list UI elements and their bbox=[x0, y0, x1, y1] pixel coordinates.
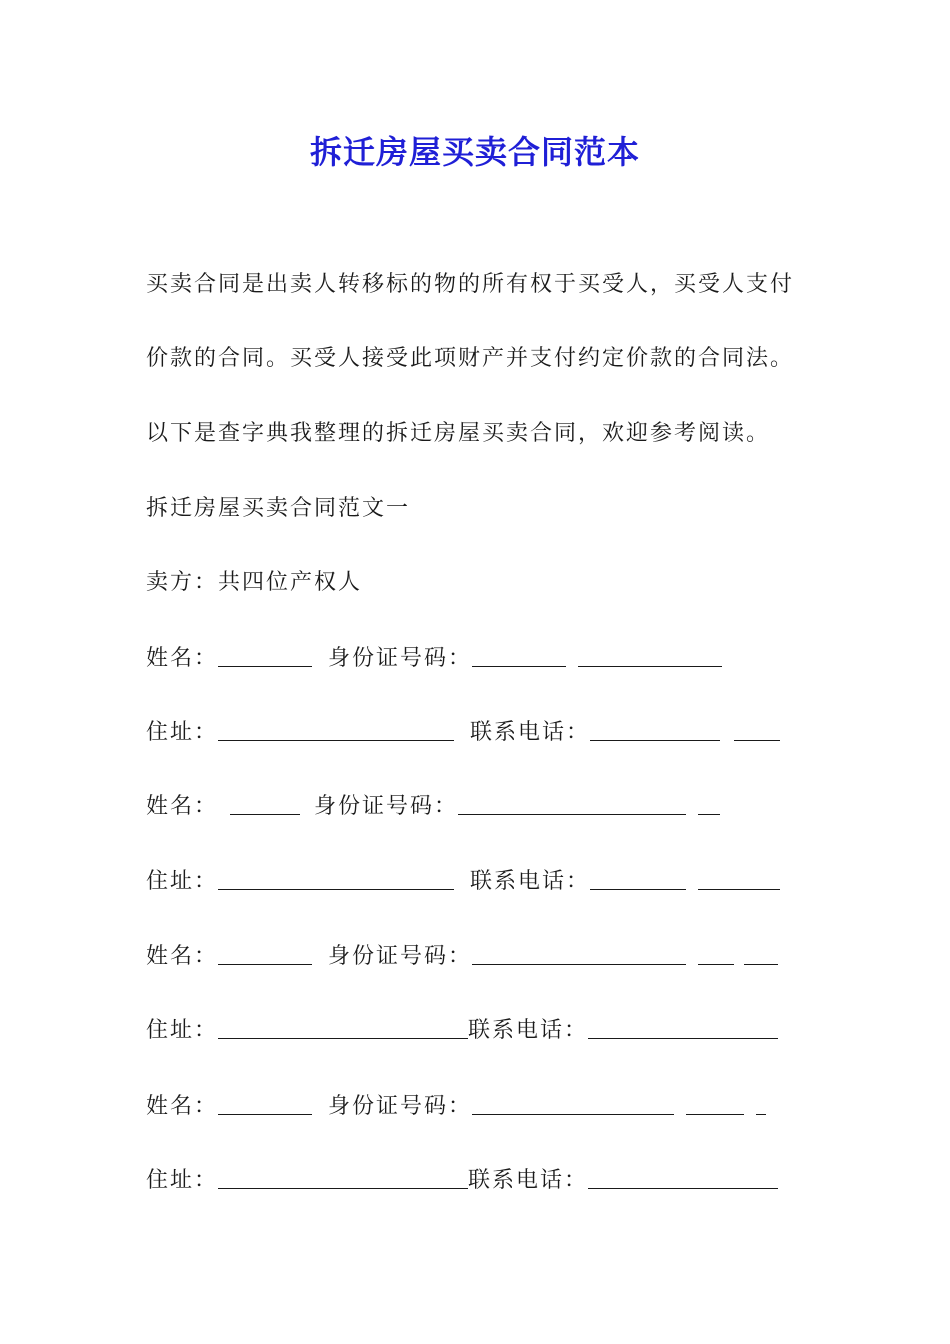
address-label: 住址： bbox=[146, 720, 219, 745]
id-number-blank bbox=[698, 944, 734, 965]
name-label: 姓名： bbox=[146, 1094, 219, 1119]
id-number-label: 身份证号码： bbox=[328, 1094, 473, 1119]
section-title: 拆迁房屋买卖合同范文一 bbox=[146, 496, 411, 521]
name-blank bbox=[230, 794, 300, 815]
phone-label: 联系电话： bbox=[468, 1168, 589, 1193]
phone-blank bbox=[588, 1168, 778, 1189]
owner-3-name-row bbox=[146, 942, 778, 972]
phone-label: 联系电话： bbox=[470, 720, 591, 745]
address-blank bbox=[218, 1018, 468, 1039]
name-blank bbox=[218, 646, 312, 667]
id-number-blank bbox=[686, 1094, 744, 1115]
address-label: 住址： bbox=[146, 1018, 219, 1043]
address-label: 住址： bbox=[146, 869, 219, 894]
seller-line: 卖方：共四位产权人 bbox=[146, 570, 363, 595]
id-number-blank bbox=[472, 1094, 674, 1115]
id-number-label: 身份证号码： bbox=[314, 794, 459, 819]
id-number-blank bbox=[744, 944, 778, 965]
owner-4-name-row bbox=[146, 1092, 766, 1122]
owner-3-address-row bbox=[146, 1016, 778, 1046]
document-title: 拆迁房屋买卖合同范本 bbox=[309, 133, 640, 171]
owner-4-address-row bbox=[146, 1166, 778, 1196]
address-blank bbox=[218, 869, 454, 890]
owner-2-name-row bbox=[146, 792, 720, 822]
phone-blank bbox=[734, 720, 780, 741]
name-blank bbox=[218, 1094, 312, 1115]
name-label: 姓名： bbox=[146, 794, 219, 819]
phone-blank bbox=[590, 720, 720, 741]
id-number-label: 身份证号码： bbox=[328, 944, 473, 969]
phone-label: 联系电话： bbox=[468, 1018, 589, 1043]
owner-1-name-row bbox=[146, 644, 722, 674]
id-number-blank bbox=[578, 646, 722, 667]
phone-blank bbox=[590, 869, 686, 890]
phone-blank bbox=[698, 869, 780, 890]
phone-blank bbox=[588, 1018, 778, 1039]
owner-1-address-row bbox=[146, 718, 780, 748]
id-number-label: 身份证号码： bbox=[328, 646, 473, 671]
name-blank bbox=[218, 944, 312, 965]
intro-line-1: 买卖合同是出卖人转移标的物的所有权于买受人，买受人支付 bbox=[146, 272, 795, 297]
id-number-blank bbox=[698, 794, 720, 815]
intro-line-3: 以下是查字典我整理的拆迁房屋买卖合同，欢迎参考阅读。 bbox=[146, 421, 771, 446]
intro-line-2: 价款的合同。买受人接受此项财产并支付约定价款的合同法。 bbox=[146, 346, 795, 371]
owner-2-address-row bbox=[146, 867, 780, 897]
id-number-blank bbox=[458, 794, 686, 815]
address-blank bbox=[218, 1168, 468, 1189]
id-number-blank bbox=[472, 646, 566, 667]
address-label: 住址： bbox=[146, 1168, 219, 1193]
id-number-blank bbox=[472, 944, 686, 965]
address-blank bbox=[218, 720, 454, 741]
name-label: 姓名： bbox=[146, 944, 219, 969]
id-number-blank bbox=[756, 1094, 766, 1115]
name-label: 姓名： bbox=[146, 646, 219, 671]
phone-label: 联系电话： bbox=[470, 869, 591, 894]
